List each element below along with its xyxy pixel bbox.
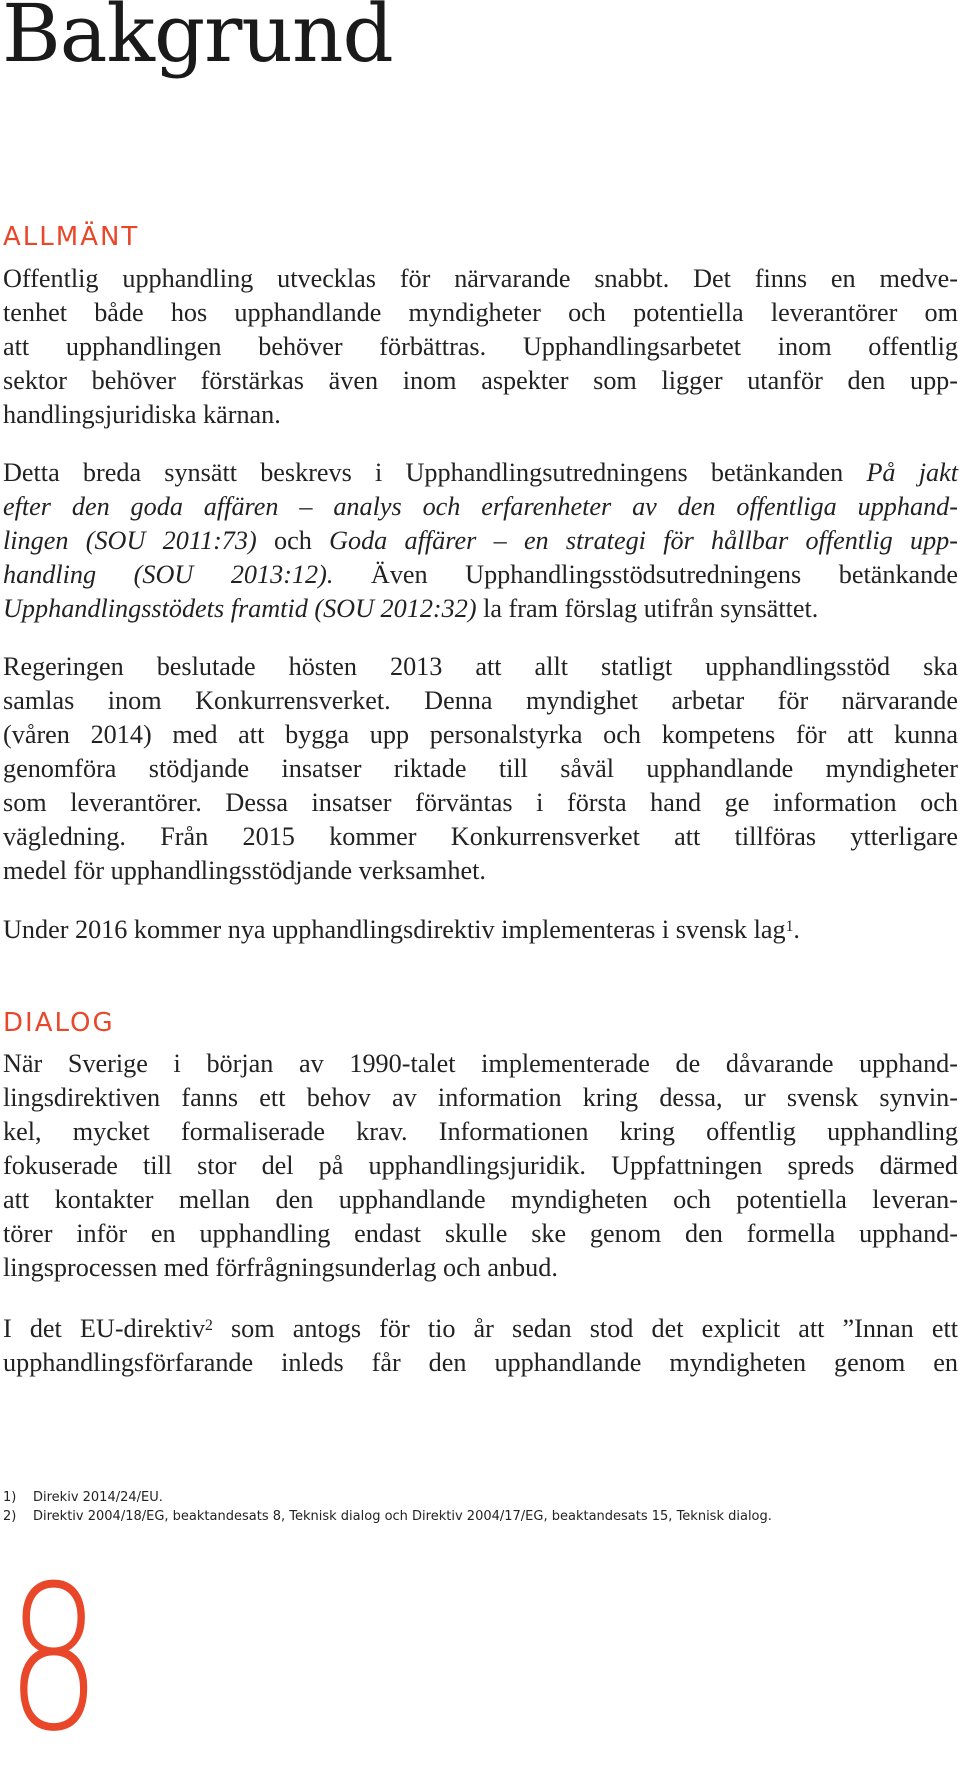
text-line: att kontakter mellan den upphandlande myndigheten och potentiella leveran- <box>3 1185 958 1214</box>
report-title: lingen (SOU 2011:73) <box>3 526 257 555</box>
footnotes <box>3 1488 772 1526</box>
text-line: handlingsjuridiska kärnan. <box>3 400 281 429</box>
text-run: Detta breda synsätt beskrevs i Upphandlingsutredningens betänkanden <box>3 458 867 487</box>
paragraph-direktiv-2016 <box>3 913 958 947</box>
text-line: fokuserade till stor del på upphandlingsjuridik. Uppfattningen spreds därmed <box>3 1151 958 1180</box>
footnote <box>3 1507 772 1526</box>
text-line: genomföra stödjande insatser riktade till såväl upphandlande myndigheter <box>3 754 958 783</box>
text-line: Offentlig upphandling utvecklas för närvarande snabbt. Det finns en medve- <box>3 264 958 293</box>
text-line: medel för upphandlingsstödjande verksamhet. <box>3 856 486 885</box>
text-run: som antogs för tio år sedan stod det explicit att ”Innan ett <box>212 1314 958 1343</box>
section-heading-allmant: ALLMÄNT <box>3 222 140 252</box>
paragraph-eu-direktiv <box>3 1312 958 1380</box>
page-title: Bakgrund <box>2 0 393 80</box>
text-run: I det EU-direktiv <box>3 1314 205 1343</box>
text-line <box>3 592 958 626</box>
report-title: Upphandlingsstödets framtid (SOU 2012:32) <box>3 594 477 623</box>
text-line: lingsprocessen med förfrågningsunderlag och anbud. <box>3 1253 558 1282</box>
text-line: När Sverige i början av 1990-talet implementerade de dåvarande upphand- <box>3 1049 958 1078</box>
text-line: att upphandlingen behöver förbättras. Upphandlingsarbetet inom offentlig <box>3 332 958 361</box>
text-line <box>3 1312 958 1346</box>
paragraph-synsatt <box>3 456 958 626</box>
report-title: efter den goda affären – analys och erfarenheter av den offentliga upphand- <box>3 492 958 521</box>
text-line <box>3 913 958 947</box>
text-line: tenhet både hos upphandlande myndigheter och potentiella leverantörer om <box>3 298 958 327</box>
text-line: som leverantörer. Dessa insatser förväntas i första hand ge information och <box>3 788 958 817</box>
text-run: Även Upphandlingsstödsutredningens betänkande <box>333 560 958 589</box>
text-line: vägledning. Från 2015 kommer Konkurrensverket att tillföras ytterligare <box>3 822 958 851</box>
text-line: upphandlingsförfarande inleds får den upphandlande myndigheten genom en <box>3 1348 958 1377</box>
footnote-ref: 2 <box>205 1316 213 1334</box>
section-heading-dialog: DIALOG <box>3 1008 115 1038</box>
text-line: lingsdirektiven fanns ett behov av information kring dessa, ur svensk synvin- <box>3 1083 958 1112</box>
text-line <box>3 490 958 524</box>
footnote-ref: 1 <box>785 917 794 935</box>
text-run: . <box>793 915 800 944</box>
report-title: handling (SOU 2013:12). <box>3 560 334 589</box>
report-title: På jakt <box>866 458 958 487</box>
report-title: Goda affärer – en strategi för hållbar offentlig upp- <box>329 526 958 555</box>
paragraph-allmant-intro <box>3 262 958 432</box>
text-line: törer inför en upphandling endast skulle ske genom den formella upphand- <box>3 1219 958 1248</box>
footnote-text: Direkiv 2014/24/EU. <box>33 1490 163 1505</box>
paragraph-regeringen <box>3 650 958 888</box>
text-line: sektor behöver förstärkas även inom aspekter som ligger utanför den upp- <box>3 366 958 395</box>
page-number: 8 <box>6 1543 99 1776</box>
text-line <box>3 456 958 490</box>
text-run: och <box>256 526 330 555</box>
footnote-number: 1) <box>3 1490 17 1505</box>
text-line <box>3 524 958 558</box>
text-line: (våren 2014) med att bygga upp personalstyrka och kompetens för att kunna <box>3 720 958 749</box>
text-run: la fram förslag utifrån synsättet. <box>476 594 819 623</box>
footnote <box>3 1488 772 1507</box>
text-line: Regeringen beslutade hösten 2013 att allt statligt upphandlingsstöd ska <box>3 652 958 681</box>
text-run: Under 2016 kommer nya upphandlingsdirektiv implementeras i svensk lag <box>3 915 786 944</box>
footnote-number: 2) <box>3 1509 17 1524</box>
text-line: samlas inom Konkurrensverket. Denna myndighet arbetar för närvarande <box>3 686 958 715</box>
footnote-text: Direktiv 2004/18/EG, beaktandesats 8, Teknisk dialog och Direktiv 2004/17/EG, beaktandesats 15, Teknisk dialog. <box>33 1509 772 1524</box>
text-line: kel, mycket formaliserade krav. Informationen kring offentlig upphandling <box>3 1117 958 1146</box>
text-line <box>3 558 958 592</box>
paragraph-dialog-intro <box>3 1047 958 1285</box>
